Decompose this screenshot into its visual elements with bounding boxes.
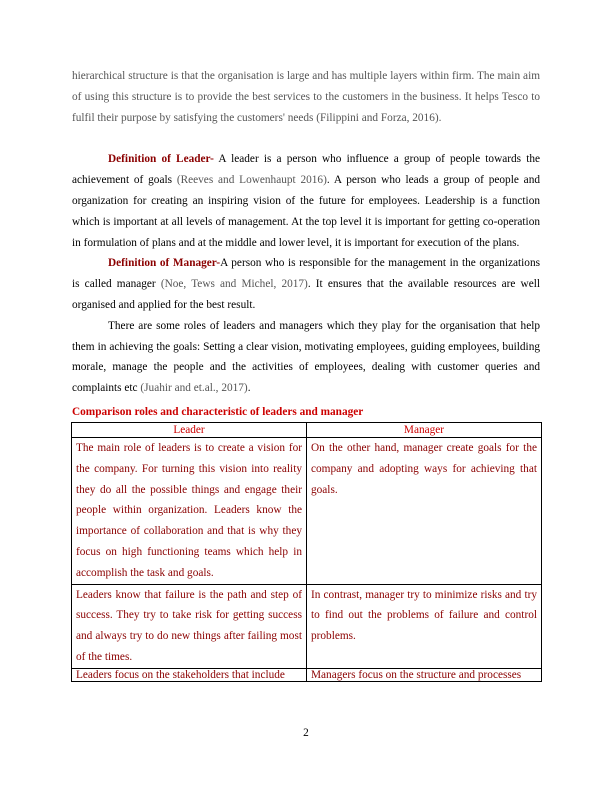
manager-cell: In contrast, manager try to minimize risks and try to find out the problems of failure and control problems. — [307, 584, 542, 668]
manager-definition-text-cont: . It ensures that the available resources are well organised and applied for the best result. — [72, 278, 540, 311]
roles-citation: (Juahir and et.al., 2017) — [140, 382, 248, 395]
leader-definition-paragraph — [72, 149, 540, 253]
table-header-row — [72, 422, 542, 437]
manager-term: Definition of Manager- — [108, 257, 221, 270]
manager-definition-paragraph — [72, 253, 540, 315]
paragraph-gap — [72, 128, 540, 149]
table-heading: Comparison roles and characteristic of leaders and manager — [72, 405, 364, 418]
intro-paragraph: hierarchical structure is that the organisation is large and has multiple layers within firm. The main aim of using this structure is to provide the best services to the customers in the business. It helps Tesco to fulfil their purpose by satisfying the customers' needs (Filippini and Forza, 2016). — [72, 70, 540, 124]
leader-definition-text-cont: . A person who leads a group of people and organization for creating an inspiring vision of the future for employees. Leadership is a function which is important at all levels of management. At the top level it is important for getting co-operation in formulation of plans and at the middle and lower level, it is important for execution of the plans. — [72, 174, 540, 249]
leader-cell: Leaders focus on the stakeholders that include — [72, 668, 307, 681]
header-leader: Leader — [72, 422, 307, 437]
leader-definition-text: A leader is a person who influence a group of people towards the achievement of goals — [72, 153, 540, 187]
table-row — [72, 437, 542, 584]
table-row — [72, 584, 542, 668]
manager-citation: (Noe, Tews and Michel, 2017) — [160, 278, 308, 291]
document-body — [72, 66, 540, 682]
header-manager: Manager — [307, 422, 542, 437]
leader-cell: Leaders know that failure is the path and step of success. They try to take risk for getting success and always try to do new things after failing most of the times. — [72, 584, 307, 668]
leader-cell: The main role of leaders is to create a vision for the company. For turning this vision into reality they do all the possible things and engage their people within organization. Leaders know the importance of collaboration and that is why they focus on high functioning teams which help in accomplish the task and goals. — [72, 437, 307, 584]
page-number: 2 — [303, 727, 309, 739]
table-row — [72, 668, 542, 681]
manager-cell: Managers focus on the structure and processes — [307, 668, 542, 681]
leader-citation: (Reeves and Lowenhaupt 2016) — [176, 174, 327, 187]
manager-cell: On the other hand, manager create goals for the company and adopting ways for achieving that goals. — [307, 437, 542, 584]
roles-paragraph — [72, 316, 540, 399]
comparison-table — [71, 422, 542, 682]
roles-text-end: . — [247, 382, 251, 395]
leader-term: Definition of Leader- — [108, 153, 214, 166]
manager-definition-text: A person who is responsible for the management in the organizations is called manager — [72, 257, 540, 291]
roles-text: There are some roles of leaders and managers which they play for the organisation that help them in achieving the goals: Setting a clear vision, motivating employees, guiding employees, building morale, manage the people and the activities of employees, dealing with customer queries and complaints etc — [72, 319, 540, 395]
